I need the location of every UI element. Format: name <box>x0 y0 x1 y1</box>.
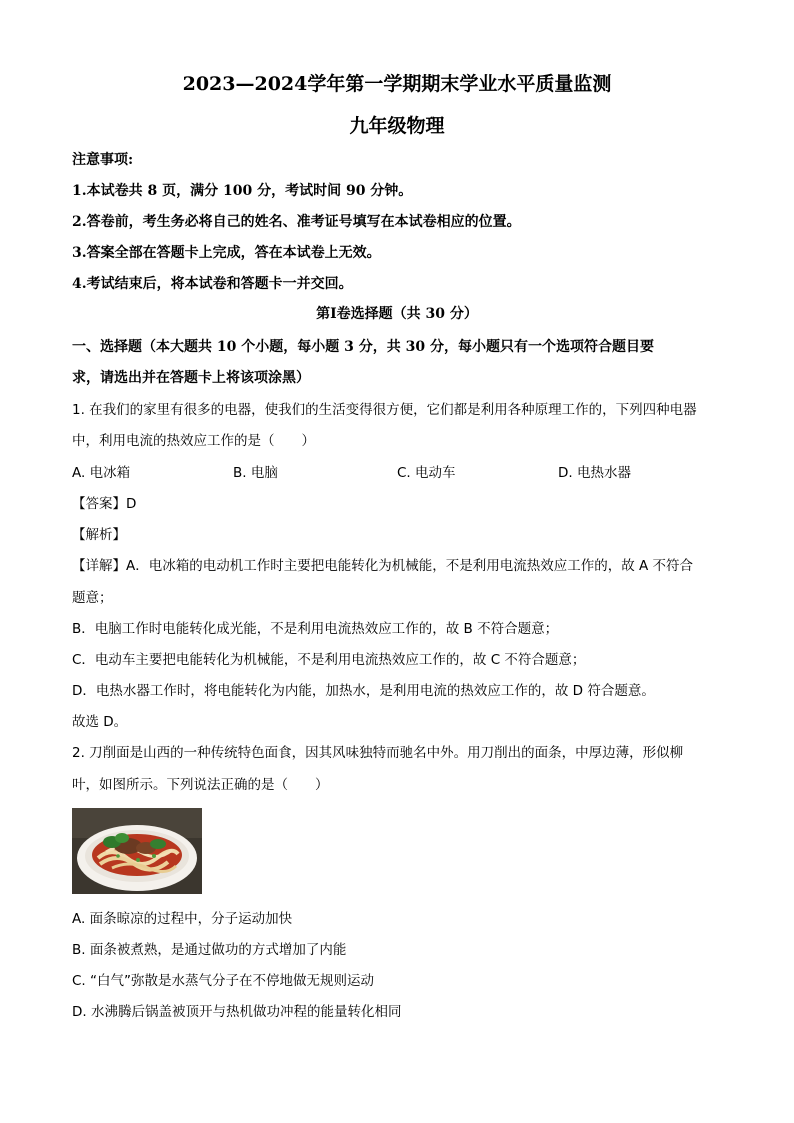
question-1-option-c: C. 电动车 <box>397 465 456 481</box>
exam-title: 2023—2024学年第一学期期末学业水平质量监测 <box>182 73 612 95</box>
detail-text: D．电热水器工作时，将电能转化为内能，加热水，是利用电流的热效应工作的，故 D 符合题意。 <box>72 683 655 699</box>
question-2-option-a: A. 面条晾凉的过程中，分子运动加快 <box>72 911 293 927</box>
note-item: 3.答案全部在答题卡上完成，答在本试卷上无效。 <box>72 245 381 261</box>
question-1-option-a: A. 电冰箱 <box>72 465 131 481</box>
detail-text: 【详解】A．电冰箱的电动机工作时主要把电能转化为机械能，不是利用电流热效应工作的，故 A 不符合 <box>72 558 694 574</box>
answer-label: 【答案】 <box>72 496 126 512</box>
analysis-label: 【解析】 <box>72 527 126 543</box>
note-item: 1.本试卷共 8 页，满分 100 分，考试时间 90 分钟。 <box>72 183 413 199</box>
detail-text: 题意； <box>72 590 113 606</box>
question-1-stem: 1. 在我们的家里有很多的电器，使我们的生活变得很方便，它们都是利用各种原理工作的，下列四种电器 <box>72 402 697 418</box>
question-1-stem: 中，利用电流的热效应工作的是（ ） <box>72 433 315 449</box>
noodle-bowl-photo <box>72 808 202 894</box>
conclusion-text: 故选 D。 <box>72 714 128 730</box>
note-item: 2.答卷前，考生务必将自己的姓名、准考证号填写在本试卷相应的位置。 <box>72 214 521 230</box>
question-2-stem: 叶，如图所示。下列说法正确的是（ ） <box>72 777 329 793</box>
section-instruction: 一、选择题（本大题共 10 个小题，每小题 3 分，共 30 分，每小题只有一个选项符合题目要 <box>72 339 654 355</box>
detail-text: C．电动车主要把电能转化为机械能，不是利用电流热效应工作的，故 C 不符合题意； <box>72 652 586 668</box>
question-2-option-d: D. 水沸腾后锅盖被顶开与热机做功冲程的能量转化相同 <box>72 1004 402 1020</box>
noodle-bowl-icon <box>72 808 202 894</box>
question-2-option-b: B. 面条被煮熟，是通过做功的方式增加了内能 <box>72 942 347 958</box>
section-instruction: 求，请选出并在答题卡上将该项涂黑） <box>72 370 310 386</box>
notes-heading: 注意事项: <box>72 152 134 168</box>
question-2-option-c: C. “白气”弥散是水蒸气分子在不停地做无规则运动 <box>72 973 374 989</box>
section-title: 第Ⅰ卷选择题（共 30 分） <box>316 306 478 322</box>
question-1-option-b: B. 电脑 <box>233 465 278 481</box>
note-item: 4.考试结束后，将本试卷和答题卡一并交回。 <box>72 276 353 292</box>
question-1-option-d: D. 电热水器 <box>558 465 631 481</box>
answer-line <box>72 495 136 513</box>
detail-text: B．电脑工作时电能转化成光能，不是利用电流热效应工作的，故 B 不符合题意； <box>72 621 559 637</box>
answer-value: D <box>126 496 137 512</box>
question-2-stem: 2. 刀削面是山西的一种传统特色面食，因其风味独特而驰名中外。用刀削出的面条，中厚边薄，形似柳 <box>72 745 684 761</box>
exam-subject: 九年级物理 <box>349 115 445 137</box>
